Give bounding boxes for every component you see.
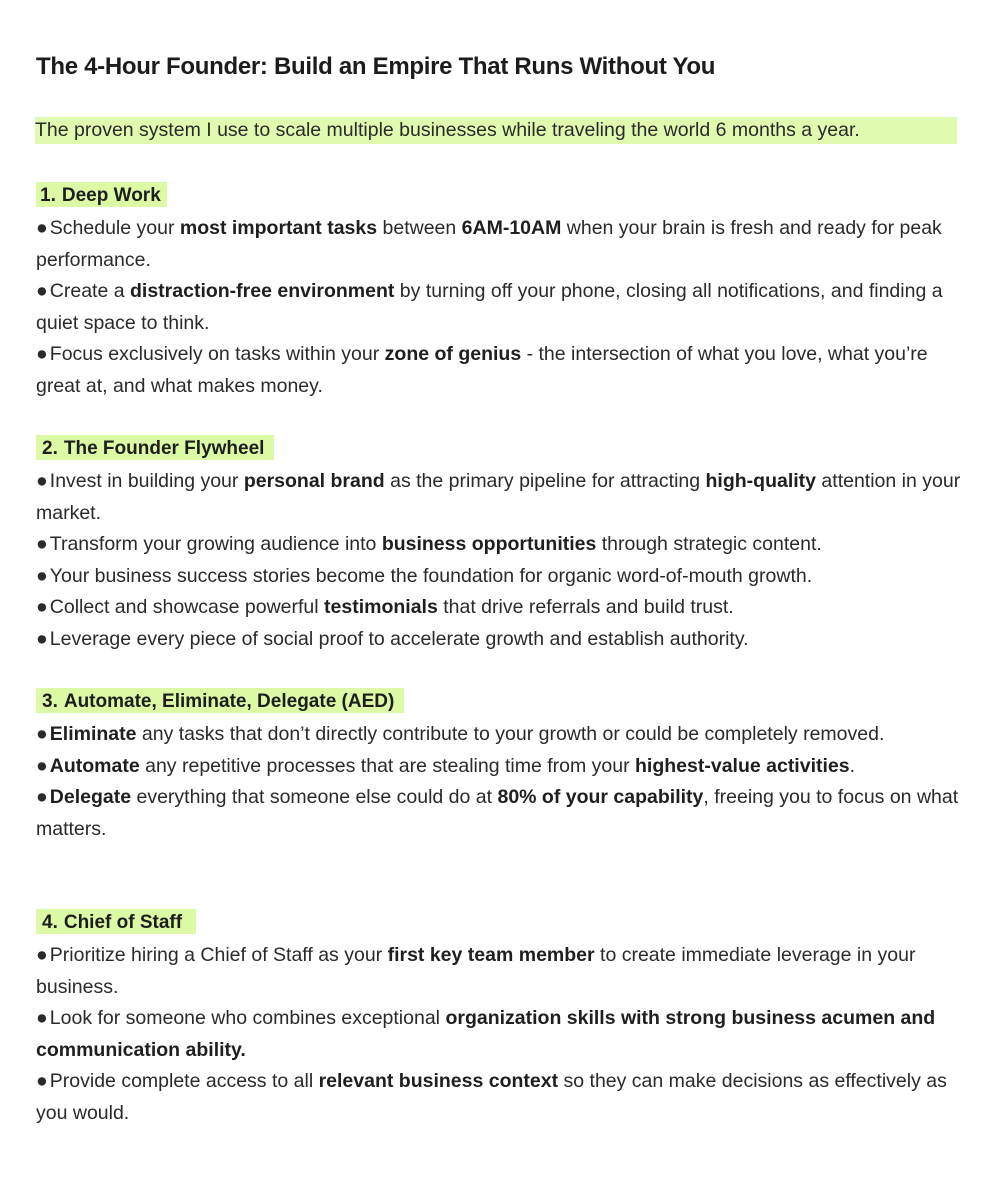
section-number: 2. (42, 438, 58, 459)
bullet-dot-icon: ● (36, 533, 48, 556)
section-title: Automate, Eliminate, Delegate (AED) (63, 691, 395, 712)
section-founder-flywheel (36, 435, 966, 656)
bullet-text: Invest in building your (49, 470, 244, 492)
section-heading (36, 688, 404, 713)
bullet-dot-icon: ● (36, 343, 48, 366)
section-chief-of-staff (36, 909, 966, 1130)
bullet-dot-icon: ● (36, 596, 48, 619)
bullet-bold-text: relevant business context (318, 1070, 559, 1093)
section-title: The Founder Flywheel (63, 438, 265, 459)
bullet-text: everything that someone else could do at (131, 786, 498, 809)
bullet-item (36, 339, 966, 402)
section-heading (36, 909, 196, 934)
bullet-dot-icon: ● (36, 754, 48, 777)
bullet-dot-icon: ● (36, 470, 48, 492)
section-number: 3. (42, 691, 58, 712)
bullet-text: Schedule your (49, 217, 180, 239)
bullet-item (36, 719, 966, 751)
bullet-text: - the intersection of what you love, what you’re great at, and what makes money. (36, 343, 928, 397)
subtitle-highlight (35, 117, 957, 144)
section-number: 4. (42, 912, 58, 933)
bullet-bold-text: business opportunities (381, 533, 597, 556)
bullet-item (36, 624, 966, 656)
bullet-item (36, 782, 966, 845)
bullet-text: between (377, 217, 462, 239)
bullet-list (36, 213, 966, 403)
section-deep-work (36, 182, 966, 403)
bullet-text: any tasks that don’t directly contribute to your growth or could be completely removed. (136, 723, 885, 745)
bullet-text: . (849, 754, 856, 777)
bullet-text: that drive referrals and build trust. (437, 596, 734, 619)
bullet-text: Leverage every piece of social proof to accelerate growth and establish authority. (49, 627, 749, 650)
subtitle-text: The proven system I use to scale multiple businesses while traveling the world 6 months a year. (35, 119, 860, 141)
bullet-text: attention in your market. (36, 470, 961, 524)
bullet-item (36, 466, 966, 529)
bullet-dot-icon: ● (36, 1070, 48, 1093)
bullet-text: Create a (49, 280, 130, 303)
bullet-bold-text: organization skills with strong business acumen and communication ability. (36, 1007, 936, 1061)
bullet-dot-icon: ● (36, 1007, 48, 1030)
bullet-bold-text: zone of genius (384, 343, 522, 366)
bullet-dot-icon: ● (36, 564, 48, 587)
bullet-dot-icon: ● (36, 723, 48, 745)
section-heading (36, 182, 167, 207)
section-title: Chief of Staff (63, 912, 183, 933)
bullet-list (36, 719, 966, 845)
bullet-dot-icon: ● (36, 944, 48, 966)
bullet-bold-text: 6AM-10AM (461, 217, 562, 239)
bullet-bold-text: 80% of your capability (497, 786, 704, 809)
bullet-dot-icon: ● (36, 627, 48, 650)
bullet-text: Provide complete access to all (49, 1070, 319, 1093)
bullet-text: Transform your growing audience into (49, 533, 382, 556)
bullet-bold-text: Delegate (49, 786, 132, 809)
section-heading (36, 435, 274, 460)
bullet-dot-icon: ● (36, 280, 48, 303)
bullet-list (36, 466, 966, 656)
bullet-item (36, 1066, 966, 1129)
bullet-text: to create immediate leverage in your business. (36, 944, 916, 998)
bullet-dot-icon: ● (36, 786, 48, 809)
bullet-list (36, 940, 966, 1130)
bullet-text: Your business success stories become the foundation for organic word-of-mouth growth. (49, 564, 813, 587)
bullet-text: as the primary pipeline for attracting (384, 470, 706, 492)
bullet-text: through strategic content. (596, 533, 822, 556)
bullet-text: so they can make decisions as effectively as you would. (36, 1070, 947, 1124)
bullet-dot-icon: ● (36, 217, 48, 239)
page-title: The 4-Hour Founder: Build an Empire That Runs Without You (36, 53, 716, 80)
bullet-text: Look for someone who combines exceptional (49, 1007, 446, 1030)
bullet-text: Focus exclusively on tasks within your (49, 343, 385, 366)
bullet-bold-text: first key team member (387, 944, 595, 966)
bullet-item (36, 213, 966, 276)
bullet-text: any repetitive processes that are stealing time from your (139, 754, 636, 777)
bullet-text: when your brain is fresh and ready for peak performance. (36, 217, 942, 271)
bullet-bold-text: distraction-free environment (130, 280, 395, 303)
bullet-bold-text: most important tasks (179, 217, 378, 239)
bullet-bold-text: personal brand (243, 470, 385, 492)
section-number: 1. (40, 185, 56, 206)
bullet-bold-text: high-quality (705, 470, 817, 492)
bullet-bold-text: Eliminate (49, 723, 137, 745)
bullet-item (36, 561, 966, 593)
bullet-item (36, 751, 966, 783)
section-title: Deep Work (61, 185, 161, 206)
bullet-item (36, 592, 966, 624)
bullet-bold-text: Automate (49, 754, 140, 777)
bullet-bold-text: highest-value activities (635, 754, 850, 777)
bullet-bold-text: testimonials (324, 596, 438, 619)
bullet-item (36, 940, 966, 1003)
bullet-item (36, 529, 966, 561)
bullet-text: by turning off your phone, closing all notifications, and finding a quiet space to think. (36, 280, 943, 334)
bullet-text: Collect and showcase powerful (49, 596, 325, 619)
bullet-text: , freeing you to focus on what matters. (36, 786, 959, 840)
bullet-text: Prioritize hiring a Chief of Staff as your (49, 944, 388, 966)
section-aed (36, 688, 966, 845)
bullet-item (36, 1003, 966, 1066)
bullet-item (36, 276, 966, 339)
